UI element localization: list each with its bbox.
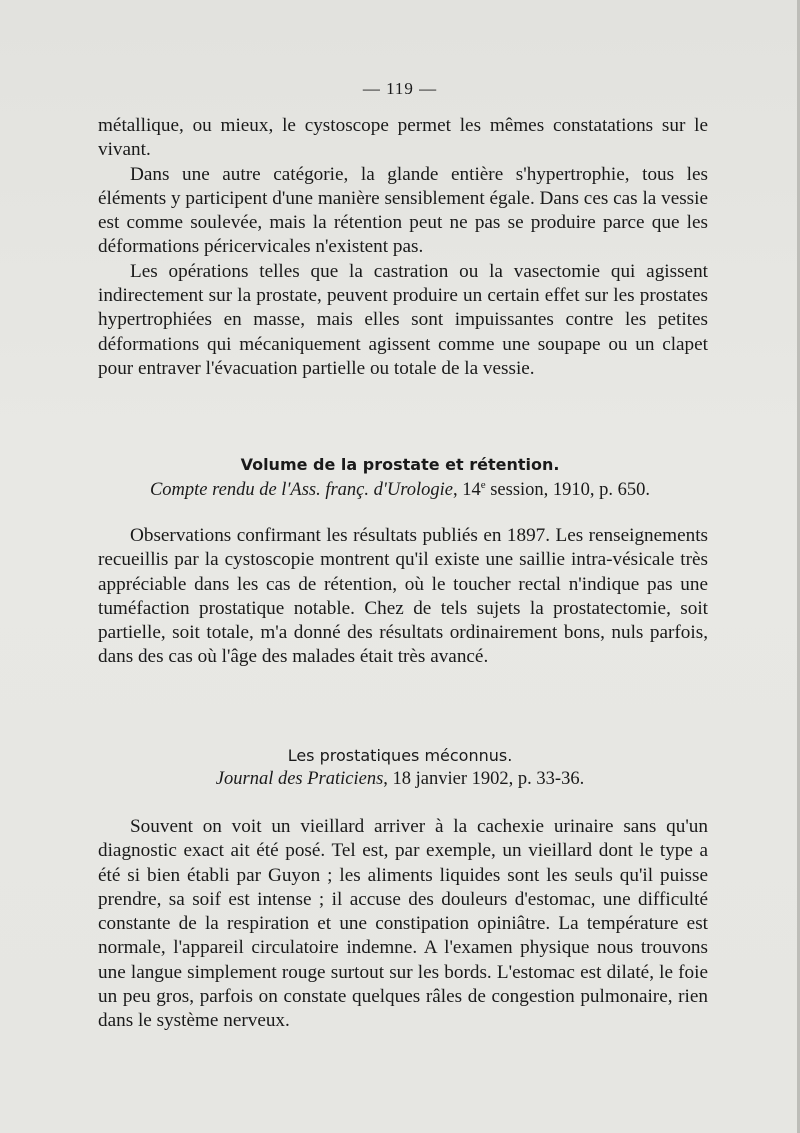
citation-session-number: 14 bbox=[462, 480, 481, 501]
section-2-title: Volume de la prostate et rétention. bbox=[240, 455, 560, 474]
section-3-text bbox=[98, 815, 708, 1034]
citation-session-superscript: e bbox=[480, 479, 486, 491]
citation-details: , 18 janvier 1902, p. 33-36. bbox=[383, 769, 585, 789]
section-2-text bbox=[98, 524, 708, 670]
section-3-title: Les prostatiques méconnus. bbox=[287, 746, 513, 765]
paragraph: Observations confirmant les résultats publiés en 1897. Les renseignements recueillis par la cystoscopie montrent qu'il existe une saillie intra-vésicale très appréciable dans les cas de rétention, où le toucher rectal n'indique pas une tuméfaction prostatique notable. Chez de tels sujets la prostatectomie, soit partielle, soit totale, m'a donné des résultats ordinairement bons, nuls parfois, dans des cas où l'âge des malades était très avancé. bbox=[98, 525, 708, 668]
section-2-citation: Compte rendu de l'Ass. franç. d'Urologie, 14e session, 1910, p. 650. bbox=[149, 479, 651, 501]
citation-details: session, 1910, p. 650. bbox=[485, 480, 651, 501]
paragraph: Les opérations telles que la castration ou la vasectomie qui agissent indirectement sur la prostate, peuvent produire un certain effet sur les prostates hypertrophiées en masse, mais elles sont impuissantes contre les petites déformations qui mécaniquement agissent comme une soupape ou un clapet pour entraver l'évacuation partielle ou totale de la vessie. bbox=[98, 260, 708, 379]
citation-source: Journal des Praticiens bbox=[215, 769, 384, 789]
page-number: — 119 — bbox=[362, 79, 438, 98]
paragraph: métallique, ou mieux, le cystoscope permet les mêmes constatations sur le vivant. bbox=[98, 115, 708, 161]
paragraph: Dans une autre catégorie, la glande entière s'hypertrophie, tous les éléments y participent d'une manière sensiblement égale. Dans ces cas la vessie est comme soulevée, mais la rétention peut ne pas se produire parce que les déformations péricervicales n'existent pas. bbox=[98, 163, 708, 258]
paragraph: Souvent on voit un vieillard arriver à la cachexie urinaire sans qu'un diagnostic exact ait été posé. Tel est, par exemple, un vieillard dont le type a été si bien établi par Guyon ; les aliments liquides sont les seuls qu'il puisse prendre, sa soif est intense ; il accuse des douleurs d'estomac, une difficulté constante de la respiration et une constipation opiniâtre. La température est normale, l'appareil circulatoire indemne. A l'examen physique nous trouvons une langue simplement rouge surtout sur les bords. L'estomac est dilaté, le foie un peu gros, parfois on constate quelques râles de congestion pulmonaire, rien dans le système nerveux. bbox=[98, 816, 708, 1032]
section-3-citation bbox=[0, 769, 800, 790]
section-1-text bbox=[98, 114, 708, 381]
citation-source: Compte rendu de l'Ass. franç. d'Urologie bbox=[149, 480, 453, 501]
